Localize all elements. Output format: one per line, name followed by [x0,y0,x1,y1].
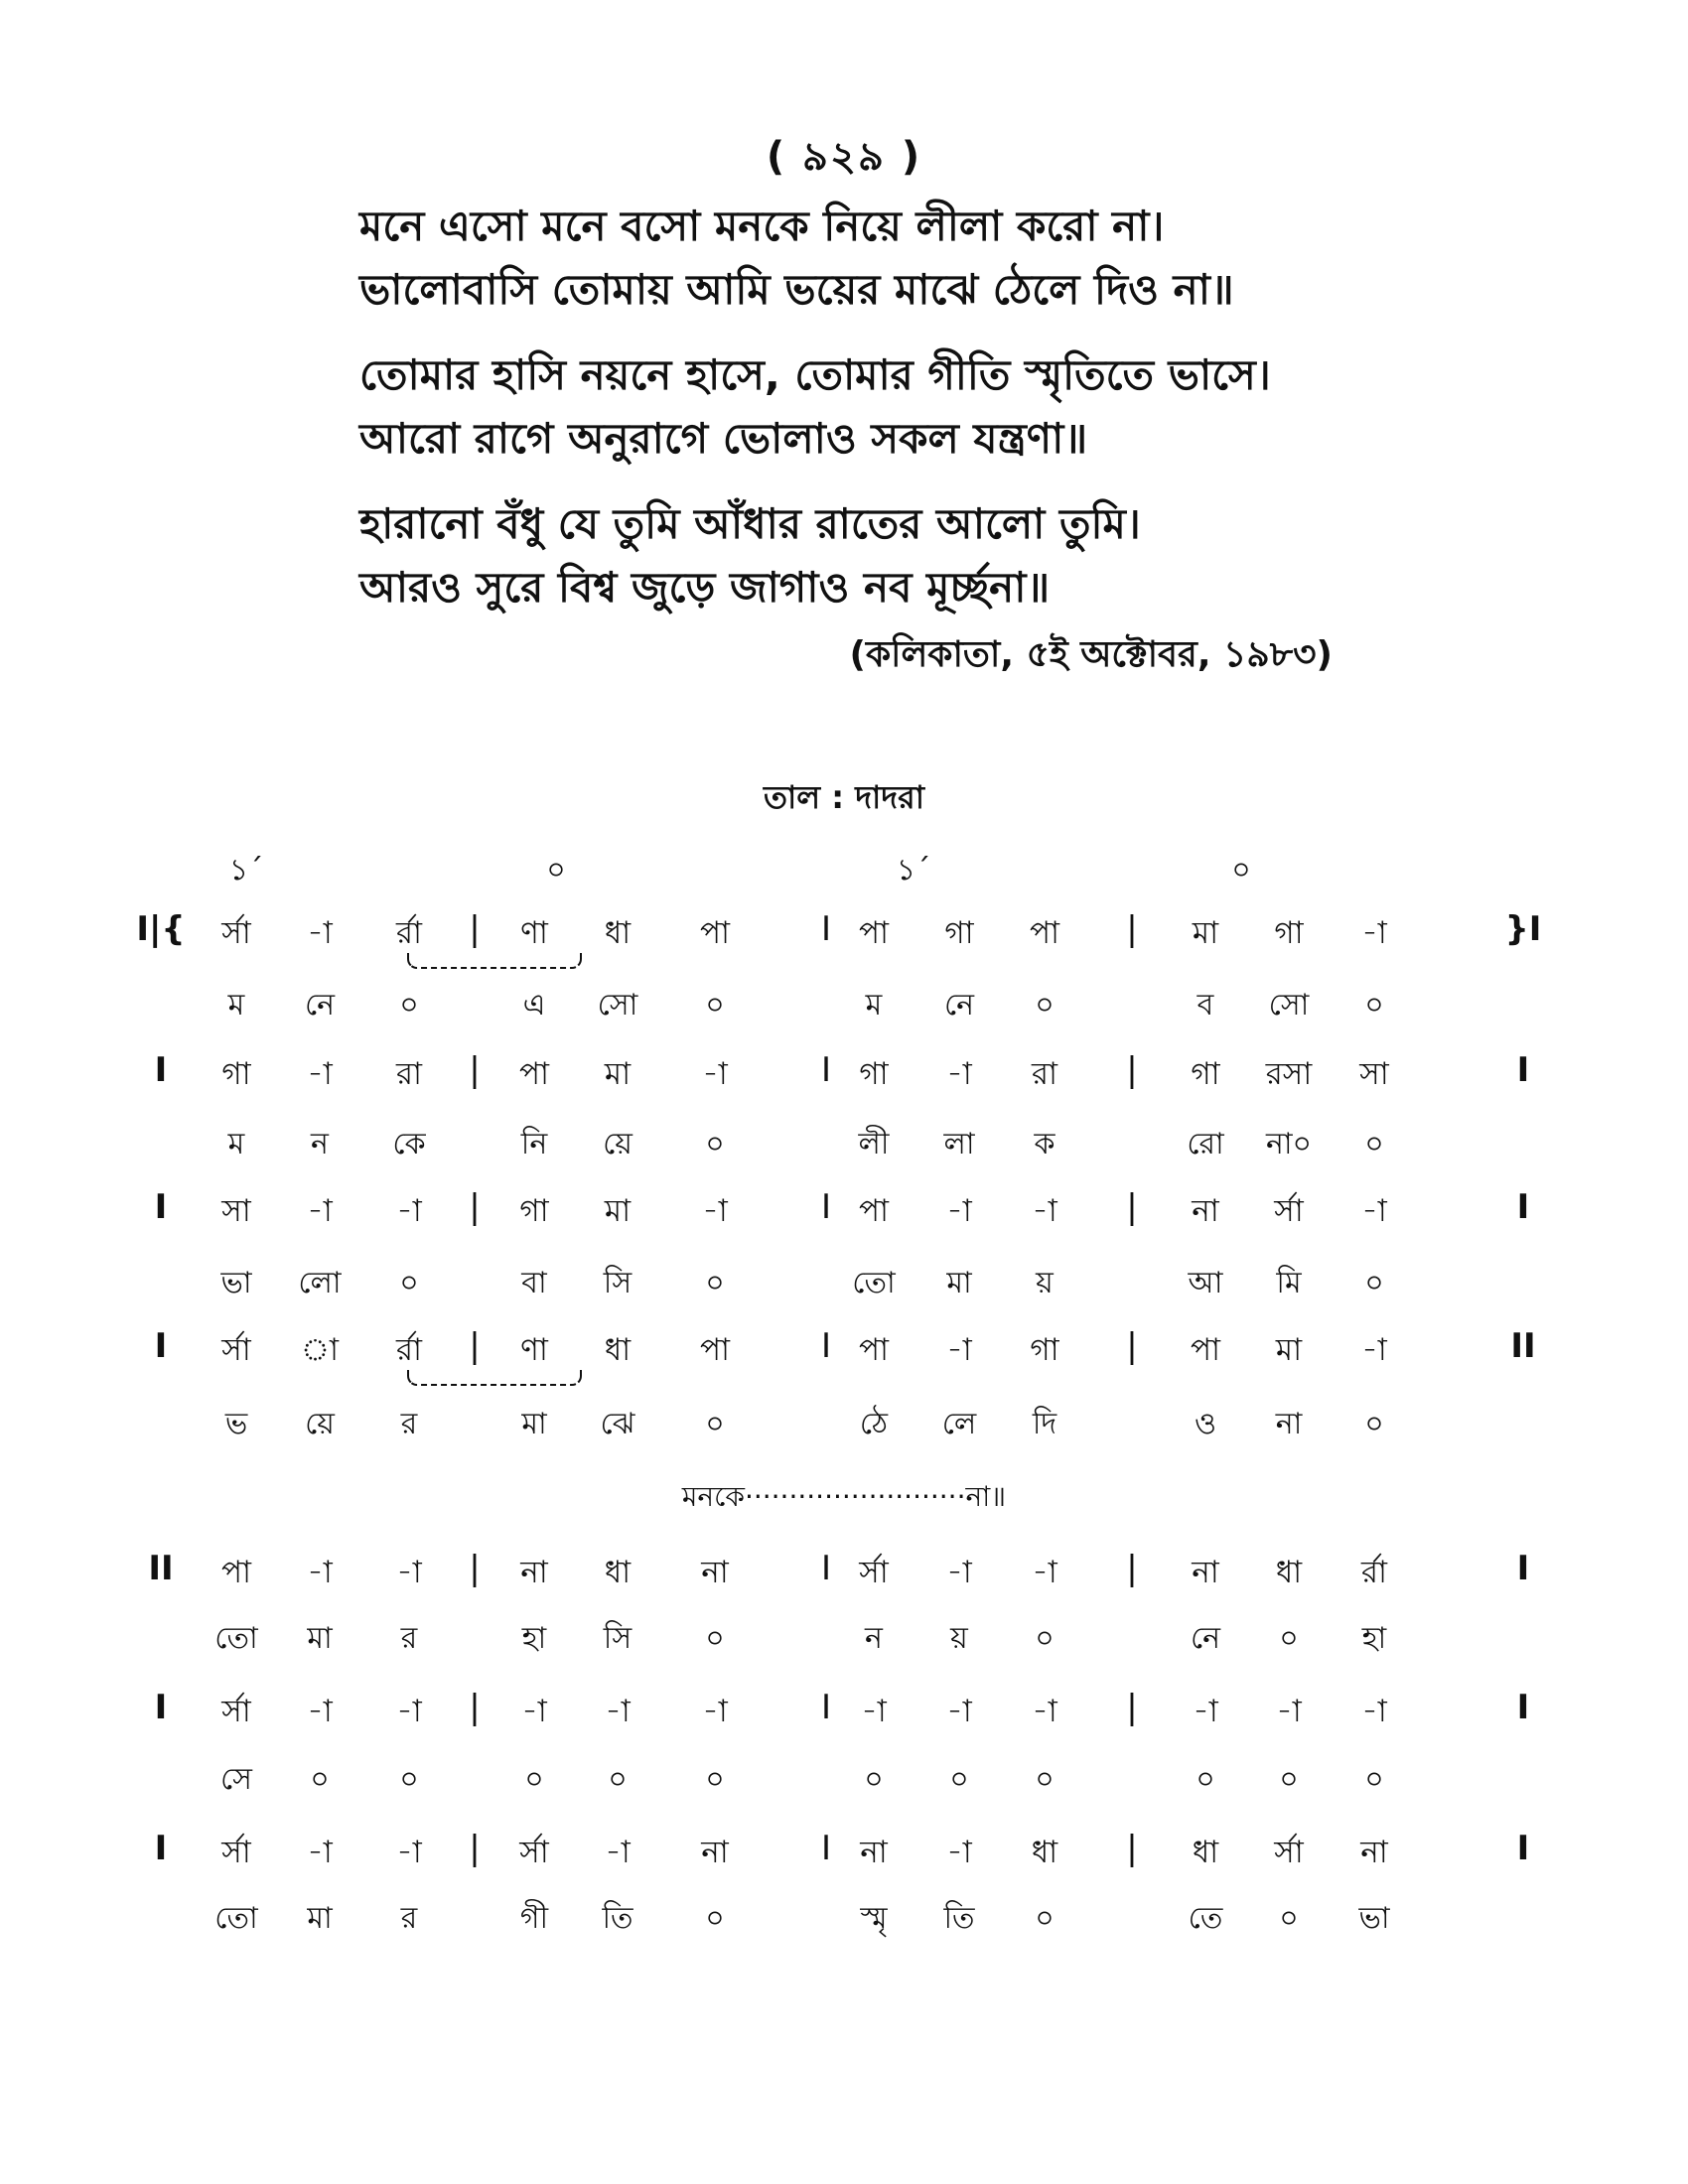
lyric-syllable: ভ [224,1407,248,1441]
swara-note: র্সা [1274,1835,1304,1870]
lyric-syllable: তো [214,1901,258,1936]
swara-note: গা [519,1193,549,1229]
swara-note: ধা [604,1332,632,1368]
bar-line: | [469,909,481,949]
lyric-syllable: ব [1196,988,1214,1023]
lyric-syllable: ভা [220,1266,252,1300]
bar-line: | [1126,1326,1138,1366]
lyric-syllable: ম [227,1127,245,1161]
swara-note: না [1360,1835,1388,1870]
bar-line: I [820,909,832,949]
lyric-syllable: ০ [705,1762,725,1797]
swara-note: -া [1361,1193,1387,1229]
lyric-syllable: ০ [1364,1762,1384,1797]
lyric-syllable: ঠে [859,1407,889,1441]
swara-note: -া [702,1694,728,1729]
lyric-syllable: না০ [1265,1127,1313,1161]
bar-line: I [820,1549,832,1588]
lyric-syllable: ০ [608,1762,628,1797]
swara-note: রসা [1265,1056,1313,1092]
swara-note: গা [944,915,974,951]
lyric-syllable: ০ [1364,1127,1384,1161]
lyric-syllable: মা [307,1901,333,1936]
swara-note: -া [307,915,333,951]
tala-label: তাল [763,778,821,816]
bar-line: | [1126,1688,1138,1727]
lyric-syllable: ক [1034,1127,1055,1161]
lyric-syllable: কে [392,1127,426,1161]
repeat-instruction: মনকে·························না॥ [681,1480,1007,1513]
swara-note: -া [307,1694,333,1729]
lyric-syllable: বা [521,1266,547,1300]
lyric-syllable: য় [1036,1266,1054,1300]
lyric-syllable: ০ [524,1762,544,1797]
swara-note: ধা [1275,1555,1303,1590]
swara-note: গা [1030,1332,1059,1368]
lyric-syllable: তি [943,1901,975,1936]
swara-note: র্রা [395,1332,423,1368]
beat-mark: ০ [1231,853,1251,887]
bar-line: | [1126,1050,1138,1090]
swara-note: র্রা [395,915,423,951]
swara-note: মা [1275,1332,1303,1368]
swara-note: না [701,1835,729,1870]
lyric-syllable: রো [1187,1127,1224,1161]
swara-note: পা [1029,915,1060,951]
swara-note: -া [861,1694,887,1729]
attribution: (কলিকাতা, ৫ই অক্টোবর, ১৯৮৩) [849,634,1333,675]
swara-note: -া [605,1835,631,1870]
bar-end: I [1516,1187,1530,1227]
swara-note: মা [604,1193,632,1229]
bar-start: I [154,1050,168,1090]
lyric-syllable: ন [865,1621,883,1656]
swara-note: -া [1276,1694,1302,1729]
lyric-syllable: সি [603,1266,633,1300]
lyric-syllable: আ [1188,1266,1223,1300]
lyric-line: ভালোবাসি তোমায় আমি ভয়ের মাঝে ঠেলে দিও না॥ [359,265,1234,314]
lyric-line: আরো রাগে অনুরাগে ভোলাও সকল যন্ত্রণা॥ [359,414,1088,463]
lyric-syllable: ম [227,988,245,1023]
swara-note: র্রা [1360,1555,1388,1590]
lyric-line: হারানো বঁধু যে তুমি আঁধার রাতের আলো তুমি। [359,499,1141,548]
lyric-syllable: ও [1194,1407,1217,1441]
lyric-syllable: ০ [864,1762,884,1797]
swara-note: পা [699,915,731,951]
lyric-syllable: সো [1268,988,1310,1023]
lyric-syllable: ০ [1279,1762,1299,1797]
bar-end: }I [1504,909,1542,949]
swara-note: পা [518,1056,550,1092]
beat-mark: ১´ [896,853,931,887]
lyric-line: আরও সুরে বিশ্ব জুড়ে জাগাও নব মূর্চ্ছনা॥ [359,563,1051,612]
lyric-syllable: তো [214,1621,258,1656]
swara-note: -া [1032,1694,1057,1729]
lyric-syllable: ০ [1196,1762,1215,1797]
lyric-syllable: ০ [705,1127,725,1161]
swara-note: -া [946,1332,972,1368]
swara-note: মা [604,1056,632,1092]
swara-note: -া [396,1694,422,1729]
swara-note: ধা [604,915,632,951]
lyric-syllable: সে [220,1762,252,1797]
swara-note: না [520,1555,548,1590]
lyric-syllable: য় [950,1621,968,1656]
lyric-syllable: মা [307,1621,333,1656]
lyric-syllable: ০ [705,988,725,1023]
lyric-syllable: ০ [1279,1621,1299,1656]
lyric-syllable: ০ [1364,988,1384,1023]
swara-note: -া [1032,1555,1057,1590]
swara-note: -া [1193,1694,1218,1729]
swara-note: -া [307,1555,333,1590]
lyric-syllable: ০ [1035,988,1055,1023]
bar-end: I [1516,1050,1530,1090]
swara-note: রা [1031,1056,1058,1092]
lyric-syllable: লা [943,1127,975,1161]
bar-line: I [820,1829,832,1868]
lyric-syllable: ম [865,988,883,1023]
bar-line: | [469,1050,481,1090]
bar-line: | [1126,1187,1138,1227]
bar-line: | [469,1688,481,1727]
swara-note: া [300,1332,340,1368]
bar-start: I [154,1187,168,1227]
swara-note: পা [858,1332,890,1368]
bar-line: | [1126,1549,1138,1588]
bar-line: | [469,1549,481,1588]
lyric-syllable: স্মৃ [860,1901,888,1936]
bar-line: I [820,1187,832,1227]
lyric-syllable: লো [298,1266,342,1300]
swara-note: গা [1274,915,1304,951]
beat-mark: ১´ [228,853,264,887]
swara-note: সা [1359,1056,1389,1092]
swara-note: -া [396,1193,422,1229]
swara-note: -া [1032,1193,1057,1229]
swara-note: ধা [1031,1835,1058,1870]
swara-note: -া [1361,1332,1387,1368]
lyric-syllable: না [1275,1407,1303,1441]
lyric-line: মনে এসো মনে বসো মনকে নিয়ে লীলা করো না। [359,202,1165,250]
swara-note: না [1192,1555,1219,1590]
bar-line: | [469,1326,481,1366]
lyric-syllable: ০ [705,1621,725,1656]
lyric-syllable: র [400,1901,418,1936]
swara-note: গা [859,1056,889,1092]
swara-note: পা [858,915,890,951]
lyric-line: তোমার হাসি নয়নে হাসে, তোমার গীতি স্মৃতিতে ভাসে। [359,350,1271,399]
lyric-syllable: র [400,1407,418,1441]
lyric-syllable: নে [1190,1621,1221,1656]
lyric-syllable: তে [1188,1901,1223,1936]
swara-note: -া [1361,1694,1387,1729]
bar-start: I [154,1829,168,1868]
swara-note: ণা [520,1332,548,1368]
lyric-syllable: দি [1032,1407,1057,1441]
swara-note: -া [396,1555,422,1590]
lyric-syllable: ০ [949,1762,969,1797]
swara-note: পা [699,1332,731,1368]
swara-note: -া [307,1193,333,1229]
lyric-syllable: র [400,1621,418,1656]
swara-note: মা [1192,915,1219,951]
swara-note: না [860,1835,888,1870]
bar-line: | [1126,909,1138,949]
bar-line: I [820,1050,832,1090]
swara-note: পা [858,1193,890,1229]
swara-note: ধা [1192,1835,1219,1870]
lyric-syllable: ০ [1364,1266,1384,1300]
lyric-syllable: ০ [1035,1762,1055,1797]
lyric-syllable: মি [1276,1266,1302,1300]
lyric-syllable: সি [603,1621,633,1656]
lyric-syllable: মা [946,1266,972,1300]
lyric-syllable: লে [941,1407,977,1441]
swara-note: ধা [604,1555,632,1590]
swara-note: -া [702,1056,728,1092]
lyric-syllable: ০ [399,988,419,1023]
lyric-syllable: ০ [1035,1621,1055,1656]
bar-start: II [148,1549,174,1588]
bar-line: | [1126,1829,1138,1868]
lyric-syllable: গী [519,1901,549,1936]
lyric-syllable: ০ [705,1407,725,1441]
bar-end: II [1510,1326,1536,1366]
swara-note: র্সা [221,1835,251,1870]
lyric-syllable: ০ [399,1266,419,1300]
lyric-syllable: নে [943,988,975,1023]
bar-line: I [820,1326,832,1366]
swara-note: পা [1190,1332,1221,1368]
bar-line: | [469,1187,481,1227]
swara-note: গা [1191,1056,1220,1092]
swara-note: র্সা [221,1694,251,1729]
lyric-syllable: ০ [705,1266,725,1300]
swara-note: -া [396,1835,422,1870]
bar-start: I [154,1326,168,1366]
tala-name: দাদরা [855,778,924,816]
lyric-syllable: নি [520,1127,548,1161]
swara-note: -া [1361,915,1387,951]
swara-note: র্সা [519,1835,549,1870]
swara-note: না [701,1555,729,1590]
lyric-syllable: ০ [1035,1901,1055,1936]
lyric-syllable: হা [521,1621,547,1656]
swara-note: র্সা [859,1555,889,1590]
swara-note: -া [702,1193,728,1229]
lyric-syllable: য়ে [305,1407,335,1441]
bar-start: I [154,1688,168,1727]
lyric-syllable: হা [1361,1621,1387,1656]
swara-note: ণা [520,915,548,951]
swara-note: -া [946,1835,972,1870]
swara-note: না [1192,1193,1219,1229]
lyric-syllable: য়ে [603,1127,633,1161]
page-number: ( ৯২৯ ) [766,134,922,180]
tala-separator: : [820,778,856,816]
bar-start: I|{ [136,909,186,949]
swara-note: রা [395,1056,423,1092]
lyric-syllable: ০ [705,1901,725,1936]
swara-note: -া [307,1835,333,1870]
lyric-syllable: লী [858,1127,890,1161]
lyric-syllable: মা [521,1407,547,1441]
slur-mark [407,1370,582,1386]
bar-line: | [469,1829,481,1868]
lyric-syllable: তো [852,1266,896,1300]
swara-note: সা [221,1193,251,1229]
lyric-syllable: ন [311,1127,329,1161]
lyric-syllable: তি [602,1901,633,1936]
lyric-syllable: নে [304,988,336,1023]
bar-end: I [1516,1829,1530,1868]
swara-note: -া [307,1056,333,1092]
swara-note: গা [221,1056,251,1092]
swara-note: -া [605,1694,631,1729]
lyric-syllable: ভা [1358,1901,1390,1936]
lyric-syllable: সো [597,988,638,1023]
swara-note: -া [946,1694,972,1729]
lyric-syllable: ০ [399,1762,419,1797]
beat-mark: ০ [546,853,566,887]
swara-note: পা [220,1555,252,1590]
swara-note: র্সা [1274,1193,1304,1229]
swara-note: -া [946,1555,972,1590]
lyric-syllable: ০ [1364,1407,1384,1441]
lyric-syllable: ০ [310,1762,330,1797]
bar-line: I [820,1688,832,1727]
lyric-syllable: ঝে [600,1407,635,1441]
bar-end: I [1516,1549,1530,1588]
swara-note: -া [521,1694,547,1729]
lyric-syllable: এ [522,988,546,1023]
swara-note: র্সা [221,1332,251,1368]
slur-mark [407,953,582,969]
bar-end: I [1516,1688,1530,1727]
swara-note: র্সা [221,915,251,951]
swara-note: -া [946,1193,972,1229]
lyric-syllable: ০ [1279,1901,1299,1936]
swara-note: -া [946,1056,972,1092]
